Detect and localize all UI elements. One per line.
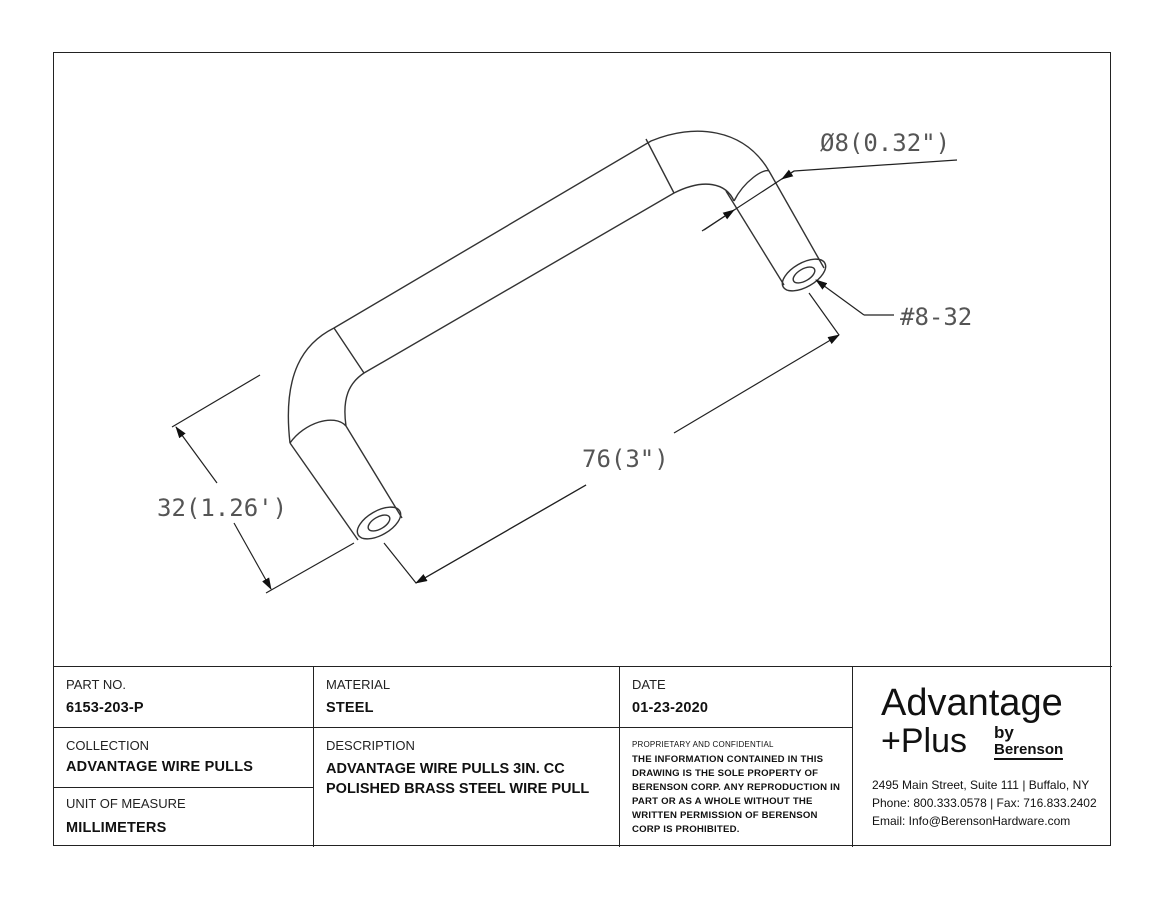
brand-cell	[853, 667, 1112, 848]
brand-logo-line2: +Plus	[881, 722, 967, 760]
unit-cell	[54, 788, 313, 848]
thread-dimension: #8-32	[900, 303, 973, 331]
description-cell	[314, 728, 619, 848]
unit-value: MILLIMETERS	[66, 820, 167, 836]
brand-email: Email: Info@BerensonHardware.com	[872, 814, 1071, 828]
material-cell	[314, 667, 619, 727]
date-label: DATE	[632, 677, 666, 692]
description-value: ADVANTAGE WIRE PULLS 3IN. CC POLISHED BRASS STEEL WIRE PULL	[326, 761, 590, 797]
part-no-value: 6153-203-P	[66, 700, 144, 716]
diameter-dimension: Ø8(0.32")	[820, 129, 951, 157]
description-label: DESCRIPTION	[326, 738, 415, 753]
material-label: MATERIAL	[326, 677, 391, 692]
material-value: STEEL	[326, 700, 374, 716]
date-cell	[620, 667, 852, 727]
drawing-frame	[53, 52, 1111, 846]
height-dimension: 32(1.26')	[157, 494, 288, 522]
brand-logo-line1: Advantage	[881, 682, 1063, 724]
proprietary-text: THE INFORMATION CONTAINED IN THIS DRAWING IS THE SOLE PROPERTY OF BERENSON CORP. ANY REPRODUCTION IN PART OR AS A WHOLE WITHOUT THE WRITTEN PERMISSION OF BERENSON CORP IS PROHIBITED.	[632, 754, 841, 835]
length-dimension: 76(3")	[582, 445, 669, 473]
brand-company: Berenson	[994, 741, 1064, 758]
part-no-cell	[54, 667, 313, 727]
brand-phone: Phone: 800.333.0578 | Fax: 716.833.2402	[872, 796, 1097, 810]
part-no-label: PART NO.	[66, 677, 126, 692]
proprietary-heading: PROPRIETARY AND CONFIDENTIAL	[632, 740, 774, 749]
date-value: 01-23-2020	[632, 700, 709, 716]
technical-drawing	[54, 53, 1112, 667]
wire-pull-outline	[288, 131, 830, 545]
proprietary-cell	[620, 728, 852, 848]
collection-label: COLLECTION	[66, 738, 150, 753]
collection-value: ADVANTAGE WIRE PULLS	[66, 759, 254, 775]
brand-address: 2495 Main Street, Suite 111 | Buffalo, NY	[872, 778, 1090, 792]
brand-by: by	[994, 723, 1014, 742]
unit-label: UNIT OF MEASURE	[66, 796, 186, 811]
title-block	[54, 666, 1112, 847]
collection-cell	[54, 728, 313, 787]
dimension-lines	[172, 160, 957, 593]
